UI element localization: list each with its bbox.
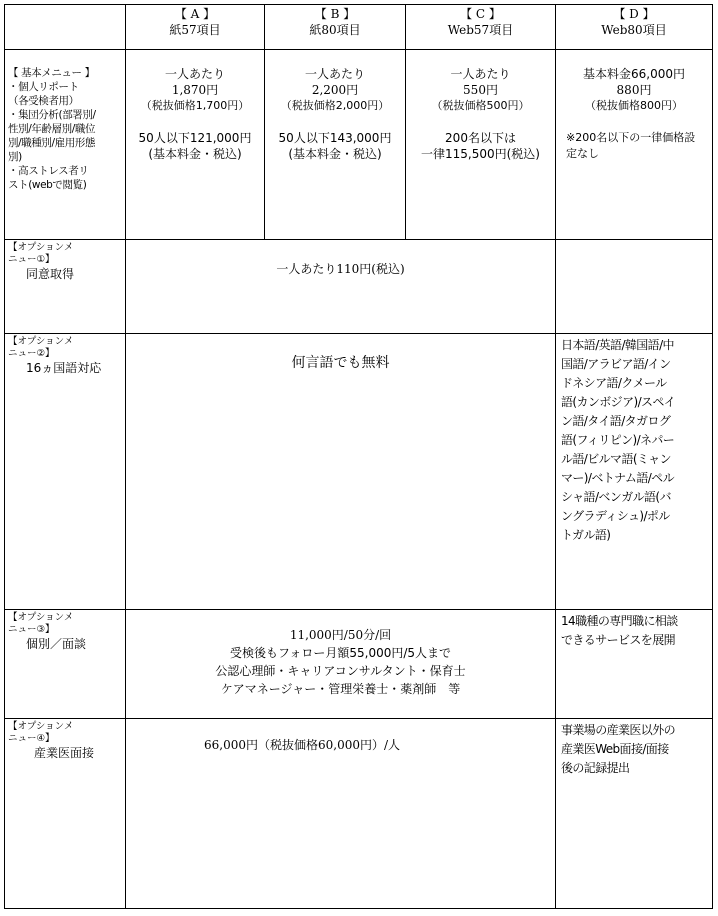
column-letter: 【 C 】 bbox=[460, 7, 501, 21]
menu-line: ・集団分析(部署別/ bbox=[8, 109, 96, 121]
option-row-3 bbox=[5, 610, 713, 719]
option-label: ニュー④】 bbox=[8, 733, 55, 744]
tax-excluded-price: （税抜価格2,000円） bbox=[280, 99, 390, 112]
option-d-note bbox=[556, 240, 713, 334]
note-line: 14職種の専門職に相談 bbox=[561, 614, 678, 628]
option-title: 個別／面談 bbox=[26, 637, 87, 651]
option-label: ニュー②】 bbox=[8, 348, 55, 359]
option-label-cell bbox=[5, 334, 126, 610]
column-header-d bbox=[556, 5, 713, 50]
option-content-line: 11,000円/50分/回 bbox=[289, 628, 392, 642]
option-content-line: ケアマネージャー・管理栄養士・薬剤師 等 bbox=[220, 682, 461, 696]
group-price: 50人以下143,000円 bbox=[278, 131, 392, 145]
option-label-cell bbox=[5, 719, 126, 909]
note-line: シャ語/ベンガル語(バ bbox=[561, 490, 671, 504]
option-d-note bbox=[556, 334, 713, 610]
option-content bbox=[126, 719, 556, 909]
option-label-cell bbox=[5, 240, 126, 334]
option-label-cell bbox=[5, 610, 126, 719]
option-row-2 bbox=[5, 334, 713, 610]
price-note: (基本料金・税込) bbox=[148, 147, 242, 161]
note-line: できるサービスを展開 bbox=[561, 633, 676, 647]
option-label: 【オプションメ bbox=[8, 721, 74, 732]
price-cell-d bbox=[556, 50, 713, 240]
note-line: 国語/アラビア語/イン bbox=[561, 357, 671, 371]
menu-line: ・高ストレス者リ bbox=[8, 165, 89, 177]
option-row-1 bbox=[5, 240, 713, 334]
menu-line: 別/職種別/雇用形態 bbox=[8, 137, 96, 149]
price-cell-c bbox=[406, 50, 556, 240]
column-header-a bbox=[126, 5, 265, 50]
group-price: 200名以下は bbox=[445, 131, 516, 145]
option-content bbox=[126, 610, 556, 719]
price-cell-b bbox=[265, 50, 406, 240]
option-label: 【オプションメ bbox=[8, 242, 74, 253]
note-line: ングラディシュ)/ポル bbox=[561, 509, 670, 523]
menu-line: ・個人リポート bbox=[8, 81, 79, 93]
note-line: 産業医Web面接/面接 bbox=[561, 742, 669, 756]
per-person-label: 一人あたり bbox=[450, 67, 511, 81]
column-header-b bbox=[265, 5, 406, 50]
option-label: ニュー③】 bbox=[8, 624, 55, 635]
group-price: 50人以下121,000円 bbox=[138, 131, 252, 145]
option-d-note bbox=[556, 719, 713, 909]
option-d-note bbox=[556, 610, 713, 719]
per-person-label: 一人あたり bbox=[164, 67, 225, 81]
menu-line: スト(webで閲覧) bbox=[8, 179, 87, 191]
option-content-line: 一人あたり110円(税込) bbox=[276, 262, 405, 276]
per-person-label: 一人あたり bbox=[304, 67, 365, 81]
option-content-line: 何言語でも無料 bbox=[291, 355, 390, 371]
column-name: 紙80項目 bbox=[309, 23, 361, 37]
note-line: ル語/ビルマ語(ミャン bbox=[561, 452, 671, 466]
column-name: 紙57項目 bbox=[169, 23, 221, 37]
tax-excluded-price: （税抜価格800円） bbox=[585, 99, 683, 112]
option-content-line: 公認心理師・キャリアコンサルタント・保育士 bbox=[215, 664, 466, 678]
option-title: 16ヵ国語対応 bbox=[26, 361, 102, 375]
tax-excluded-price: （税抜価格500円） bbox=[431, 99, 530, 112]
menu-line: 性別/年齢層別/職位 bbox=[8, 123, 96, 135]
tax-excluded-price: （税抜価格1,700円） bbox=[140, 99, 250, 112]
option-content bbox=[126, 240, 556, 334]
note-line: 事業場の産業医以外の bbox=[561, 723, 676, 737]
menu-line: 【 基本メニュー 】 bbox=[8, 67, 95, 79]
price-note: (基本料金・税込) bbox=[288, 147, 382, 161]
option-content bbox=[126, 334, 556, 610]
column-letter: 【 B 】 bbox=[314, 7, 356, 21]
option-label: 【オプションメ bbox=[8, 336, 74, 347]
column-header-c bbox=[406, 5, 556, 50]
note-line: 語(フィリピン)/ネパー bbox=[561, 433, 675, 447]
option-content-line: 66,000円（税抜価格60,000円）/人 bbox=[204, 738, 401, 752]
base-fee: 基本料金66,000円 bbox=[583, 67, 685, 81]
basic-menu-label bbox=[5, 50, 126, 240]
column-name: Web80項目 bbox=[601, 23, 667, 37]
note-line: ン語/タイ語/タガログ bbox=[561, 414, 671, 428]
unit-price: 550円 bbox=[463, 83, 498, 97]
option-row-4 bbox=[5, 719, 713, 909]
option-title: 同意取得 bbox=[26, 267, 75, 281]
basic-menu-row bbox=[5, 50, 713, 240]
column-letter: 【 A 】 bbox=[174, 7, 216, 21]
unit-price: 2,200円 bbox=[311, 83, 359, 97]
price-note: 定なし bbox=[566, 147, 599, 160]
option-label: ニュー①】 bbox=[8, 254, 55, 265]
column-letter: 【 D 】 bbox=[613, 7, 655, 21]
pricing-table bbox=[4, 4, 713, 909]
option-label: 【オプションメ bbox=[8, 612, 74, 623]
note-line: トガル語) bbox=[561, 528, 611, 542]
note-line: 日本語/英語/韓国語/中 bbox=[561, 338, 674, 352]
unit-price: 880円 bbox=[616, 83, 652, 97]
column-name: Web57項目 bbox=[447, 23, 514, 37]
option-title: 産業医面接 bbox=[34, 746, 95, 760]
note-line: 語(カンボジア)/スペイ bbox=[561, 395, 676, 409]
menu-line: 別) bbox=[8, 151, 22, 163]
unit-price: 1,870円 bbox=[171, 83, 219, 97]
note-line: 後の記録提出 bbox=[561, 761, 630, 775]
option-content-line: 受検後もフォロー月額55,000円/5人まで bbox=[229, 646, 452, 660]
note-line: ドネシア語/クメール bbox=[561, 376, 667, 390]
header-row bbox=[5, 5, 713, 50]
note-line: マー)/ベトナム語/ペル bbox=[561, 471, 674, 485]
price-cell-a bbox=[126, 50, 265, 240]
corner-cell bbox=[5, 5, 126, 50]
menu-line: （各受検者用） bbox=[8, 95, 79, 107]
price-note: ※200名以下の一律価格設 bbox=[566, 131, 696, 144]
price-note: 一律115,500円(税込) bbox=[421, 147, 540, 161]
